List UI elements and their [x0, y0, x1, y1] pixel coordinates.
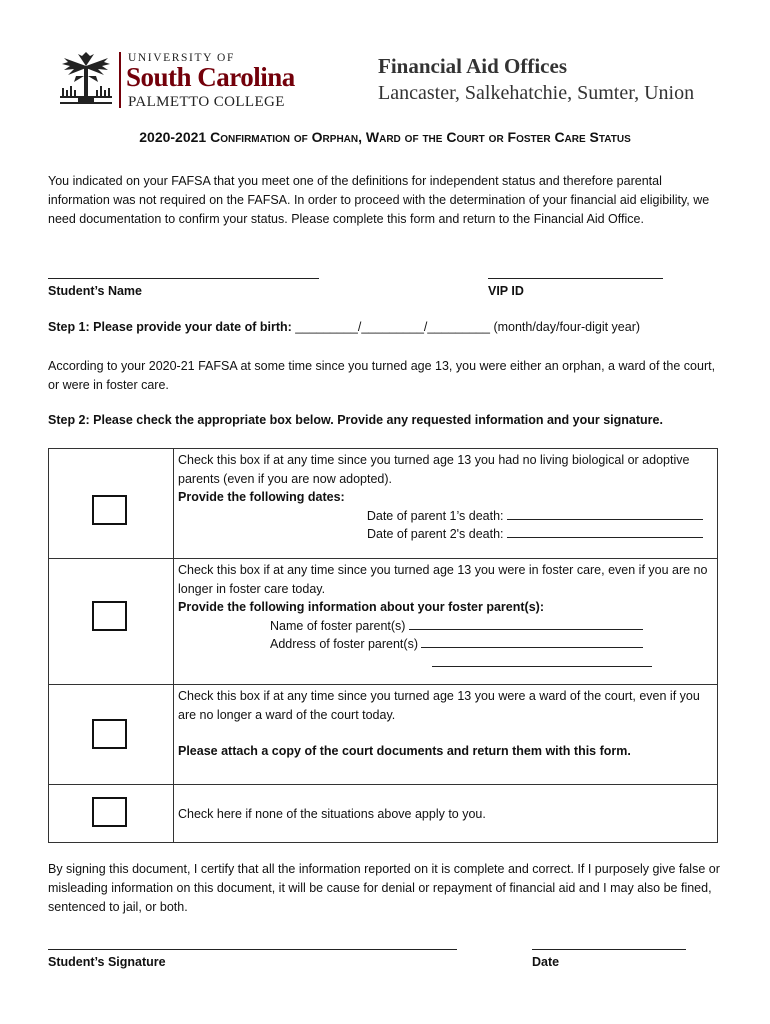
- according-paragraph: According to your 2020-21 FAFSA at some time since you turned age 13, you were either an orphan, a ward of the court, or were in foster care.: [48, 359, 716, 392]
- intro-paragraph: You indicated on your FAFSA that you meet one of the definitions for independent status and therefore parental information was not required on the FAFSA. In order to proceed with the determination of your financial aid eligibility, we need documentation to confirm your status. Please complete this form and return to the Financial Aid Office.: [48, 174, 710, 226]
- field-label: Name of foster parent(s): [270, 618, 406, 633]
- office-locations: Lancaster, Salkehatchie, Sumter, Union: [378, 82, 695, 104]
- field-label: Date of parent 2's death:: [367, 527, 504, 541]
- option-text: Check here if none of the situations above apply to you.: [178, 807, 486, 822]
- palmetto-tree-icon: [58, 52, 114, 108]
- option-text: Check this box if at any time since you turned age 13 you were in foster care, even if you are no longer in foster care today.: [178, 563, 708, 596]
- option-text: Check this box if at any time since you turned age 13 you were a ward of the court, even if you are no longer a ward of the court today.: [178, 689, 700, 722]
- field-label: Date of parent 1’s death:: [366, 508, 504, 523]
- vip-id-line[interactable]: [488, 278, 663, 279]
- birth-date-field[interactable]: _________/_________/_________: [295, 320, 490, 334]
- parent1-death-field[interactable]: [507, 507, 703, 520]
- student-name-line[interactable]: [48, 278, 319, 279]
- field-label: Address of foster parent(s): [270, 637, 418, 651]
- step1-row: [48, 320, 640, 334]
- option-row-orphan: [49, 449, 718, 559]
- step2-label: Step 2: Please check the appropriate box below. Provide any requested information and your signature.: [48, 413, 663, 427]
- date-line[interactable]: [532, 949, 686, 950]
- certify-paragraph: By signing this document, I certify that all the information reported on it is complete and correct. If I purposely give false or misleading information on this document, it will be cause for denial or repayment of financial aid and I may also be fined, sentenced to jail, or both.: [48, 862, 720, 914]
- foster-care-checkbox[interactable]: [92, 601, 127, 631]
- office-title: Financial Aid Offices: [378, 54, 567, 78]
- document-title: 2020-2021 Confirmation of Orphan, Ward of the Court or Foster Care Status: [139, 129, 631, 145]
- option-text: Check this box if at any time since you turned age 13 you had no living biological or adoptive parents (even if you are now adopted).: [178, 453, 690, 486]
- date-label: Date: [532, 955, 560, 969]
- parent1-death-row: [178, 507, 711, 526]
- foster-name-row: [178, 617, 711, 636]
- foster-address-row: [178, 635, 711, 654]
- signature-label: Student’s Signature: [48, 955, 166, 969]
- foster-address-row-2: [178, 654, 711, 673]
- parent2-death-row: [178, 525, 711, 544]
- logo-divider: [119, 52, 121, 108]
- foster-parent-name-field[interactable]: [409, 617, 643, 630]
- orphan-checkbox[interactable]: [92, 495, 127, 525]
- option-row-foster: [49, 559, 718, 685]
- none-apply-checkbox[interactable]: [92, 797, 127, 827]
- step1-label: Step 1: Please provide your date of birth:: [48, 320, 292, 334]
- vip-id-label: VIP ID: [488, 284, 524, 298]
- ward-of-court-checkbox[interactable]: [92, 719, 127, 749]
- options-table: [48, 448, 718, 843]
- usc-palmetto-college-logo: [58, 48, 323, 110]
- foster-parent-address-field-2[interactable]: [432, 654, 652, 667]
- parent2-death-field[interactable]: [507, 525, 703, 538]
- option-instruction: Please attach a copy of the court documents and return them with this form.: [178, 744, 631, 758]
- birth-date-format: (month/day/four-digit year): [493, 320, 641, 334]
- option-instruction: Provide the following dates:: [178, 490, 345, 504]
- option-row-ward: [49, 685, 718, 785]
- option-row-none: [49, 785, 718, 843]
- foster-parent-address-field[interactable]: [421, 635, 643, 648]
- student-name-label: Student’s Name: [48, 284, 143, 298]
- logo-palmetto-college: PALMETTO COLLEGE: [128, 94, 285, 110]
- signature-line[interactable]: [48, 949, 457, 950]
- logo-south-carolina: South Carolina: [126, 62, 295, 92]
- option-instruction: Provide the following information about your foster parent(s):: [178, 600, 544, 614]
- logo-university-of: UNIVERSITY OF: [128, 52, 235, 64]
